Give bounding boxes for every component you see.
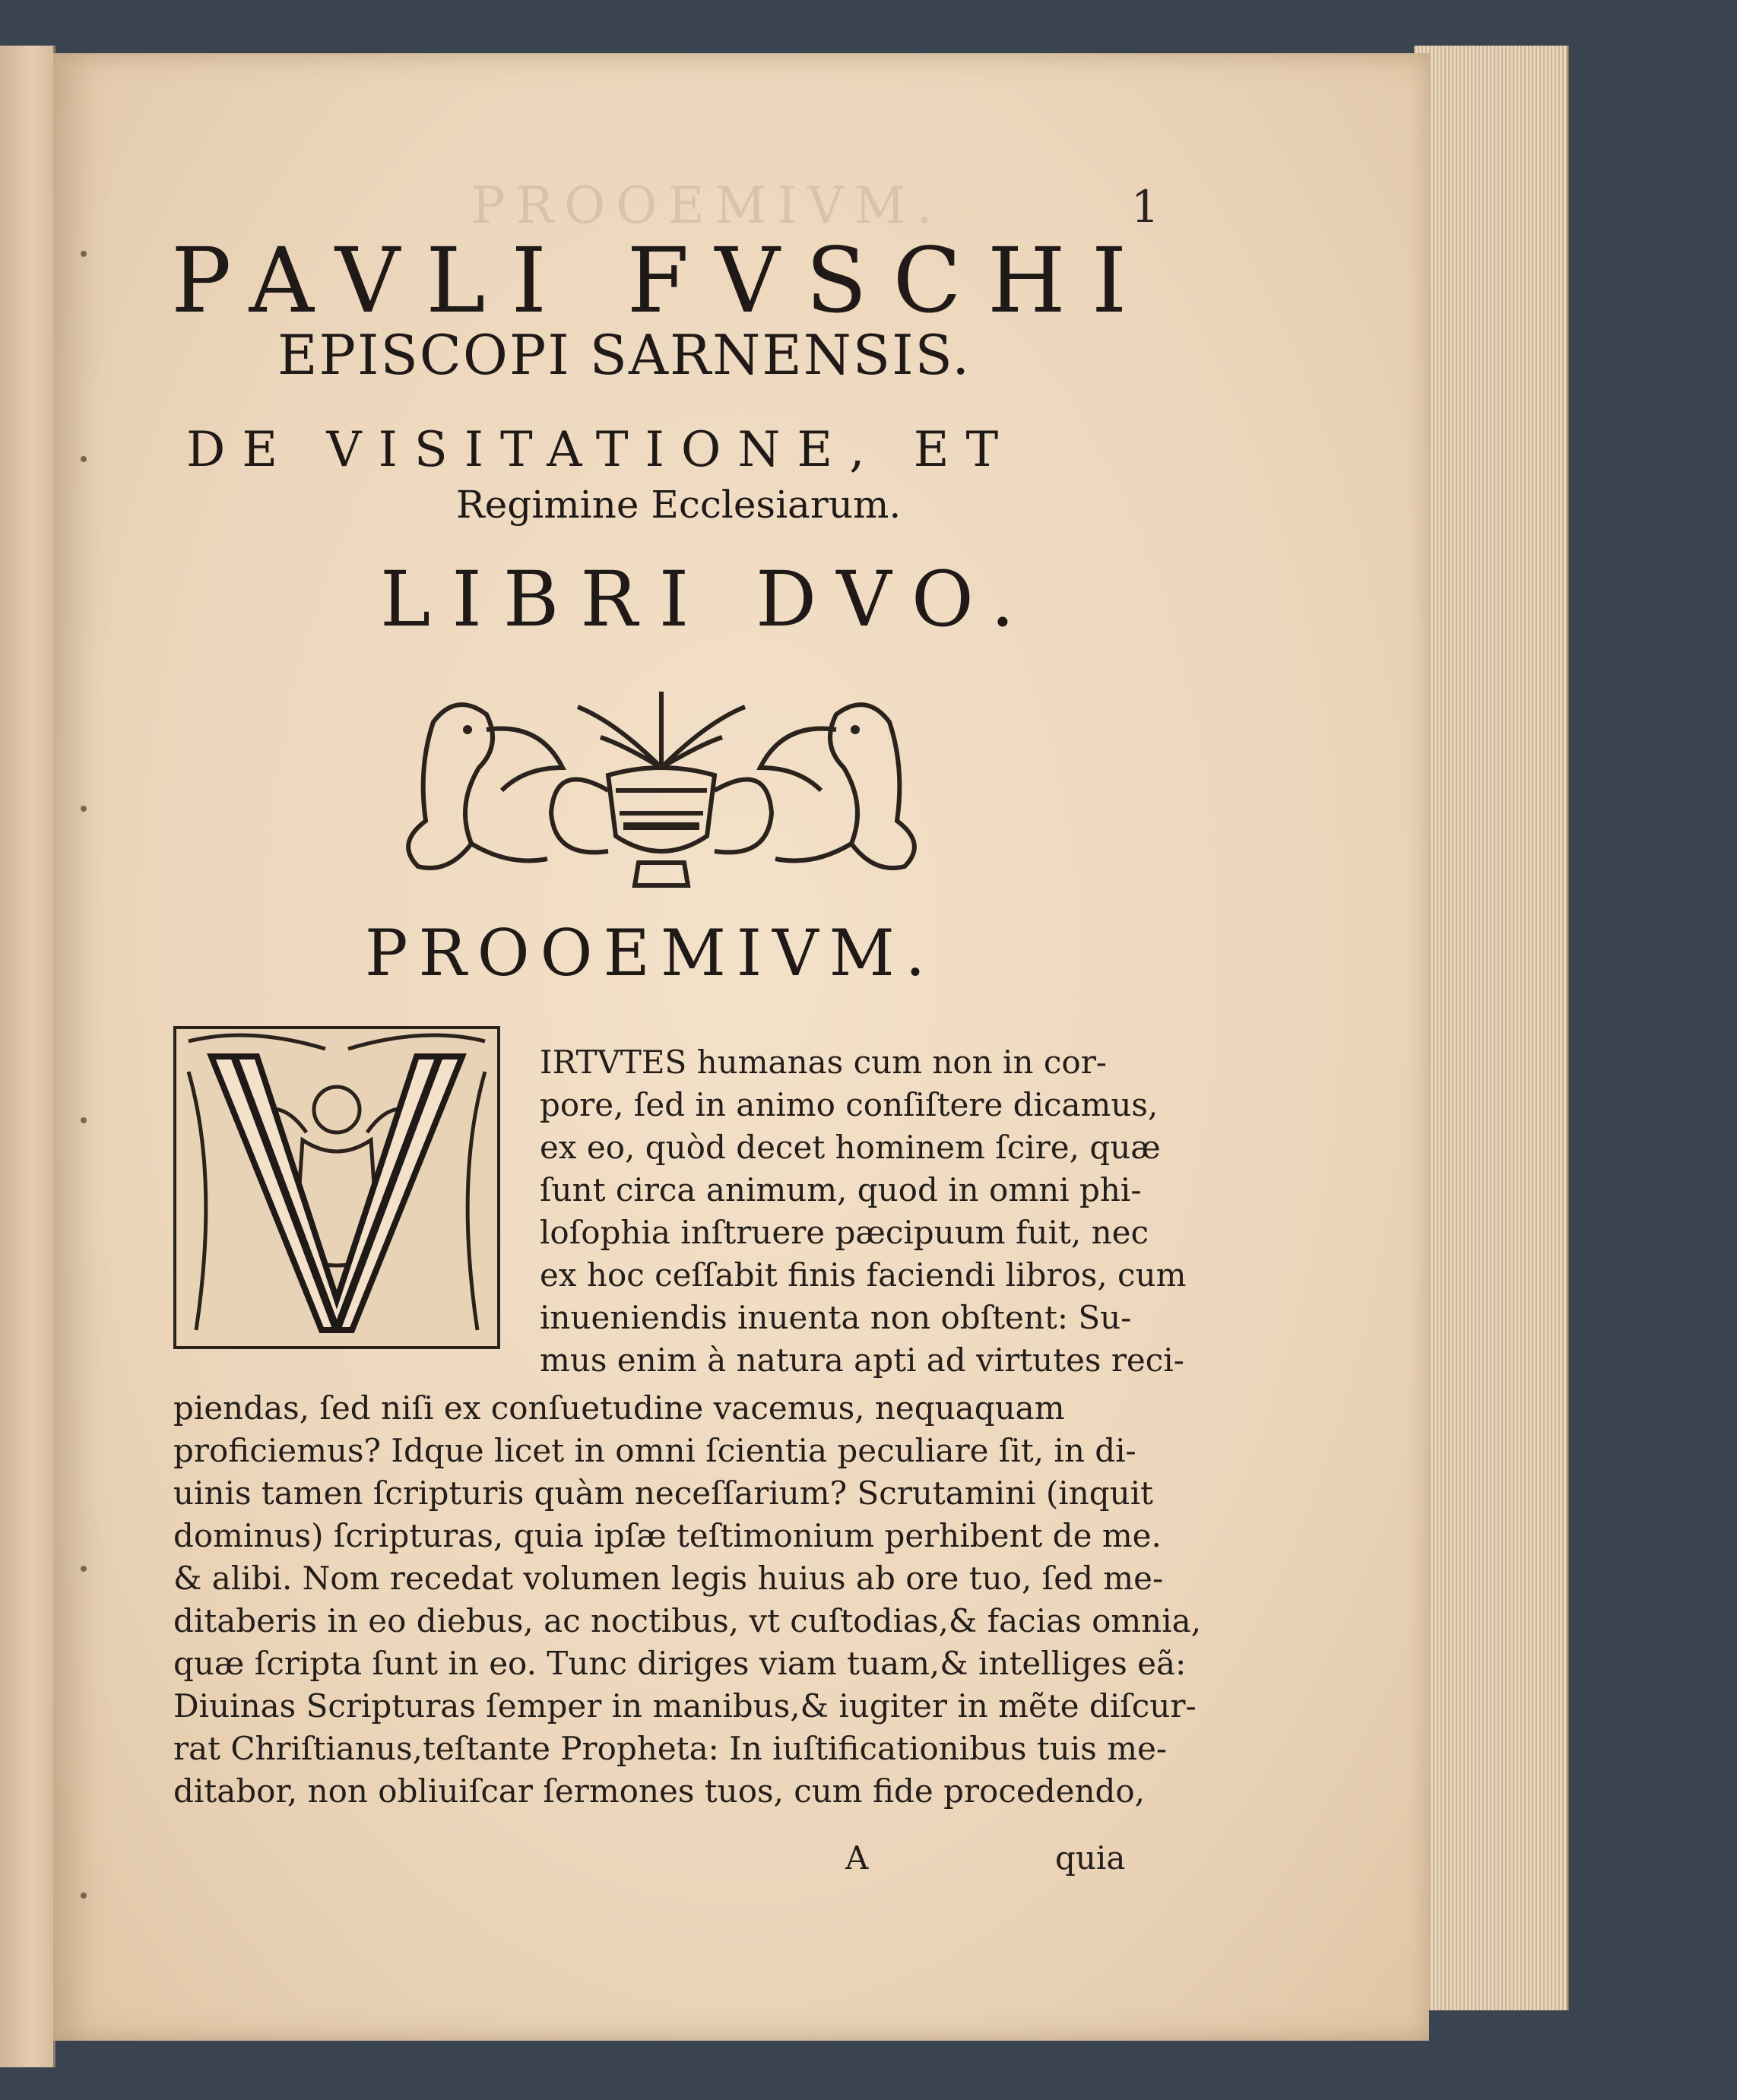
opening-paragraph-indented: [540, 1041, 1190, 1382]
catchword: quia: [1055, 1839, 1126, 1877]
left-page-sliver: [0, 46, 55, 2067]
page-number: 1: [1131, 181, 1159, 233]
text-line: piendas, ſed niſi ex conſuetudine vacemus, nequaquam: [173, 1389, 1065, 1427]
text-line: dominus) ſcripturas, quia ipſæ teſtimonium perhibent de me.: [173, 1517, 1162, 1554]
text-line: rat Chriſtianus,teſtante Propheta: In iuſtificationibus tuis me-: [173, 1730, 1168, 1767]
text-line: pore, ſed in animo conſiſtere dicamus,: [540, 1086, 1159, 1123]
text-line: inueniendis inuenta non obſtent: Su-: [540, 1299, 1132, 1336]
work-subtitle: Regimine Ecclesiarum.: [456, 483, 902, 527]
text-line: ex hoc ceſſabit finis faciendi libros, cum: [540, 1256, 1187, 1294]
section-heading: PROOEMIVM.: [365, 916, 937, 990]
text-line: Diuinas Scripturas ſemper in manibus,& iugiter in mẽte diſcur-: [173, 1687, 1197, 1725]
author-title: PAVLI FVSCHI: [171, 228, 1153, 333]
books-count-heading: LIBRI DVO.: [380, 555, 1036, 644]
woodcut-ornament: [388, 676, 935, 897]
text-line: ditaberis in eo diebus, ac noctibus, vt cuſtodias,& facias omnia,: [173, 1602, 1202, 1639]
page-edges: [1414, 46, 1567, 2010]
decorated-initial-v: [173, 1026, 500, 1349]
text-line: quæ ſcripta ſunt in eo. Tunc diriges viam tuam,& intelliges eã:: [173, 1645, 1187, 1682]
text-line: ſunt circa animum, quod in omni phi-: [540, 1171, 1142, 1208]
text-line: uinis tamen ſcripturis quàm neceſſarium? Scrutamini (inquit: [173, 1474, 1154, 1512]
text-line: ex eo, quòd decet hominem ſcire, quæ: [540, 1129, 1161, 1166]
text-line: loſophia inſtruere pæcipuum fuit, nec: [540, 1214, 1149, 1251]
body-paragraph: [173, 1387, 1202, 1813]
signature-mark: A: [845, 1839, 869, 1877]
text-line: proficiemus? Idque licet in omni ſcientia peculiare ſit, in di-: [173, 1432, 1136, 1469]
text-line: IRTVTES humanas cum non in cor-: [540, 1044, 1107, 1081]
work-title: DE VISITATIONE, ET: [186, 422, 1016, 478]
bleed-through-heading: PROOEMIVM.: [471, 176, 943, 235]
text-line: mus enim à natura apti ad virtutes reci-: [540, 1341, 1184, 1379]
author-subtitle: EPISCOPI SARNENSIS.: [277, 323, 972, 387]
text-line: & alibi. Nom recedat volumen legis huius ab ore tuo, ſed me-: [173, 1560, 1164, 1597]
text-line: ditabor, non obliuiſcar ſermones tuos, cum fide procedendo,: [173, 1772, 1146, 1810]
